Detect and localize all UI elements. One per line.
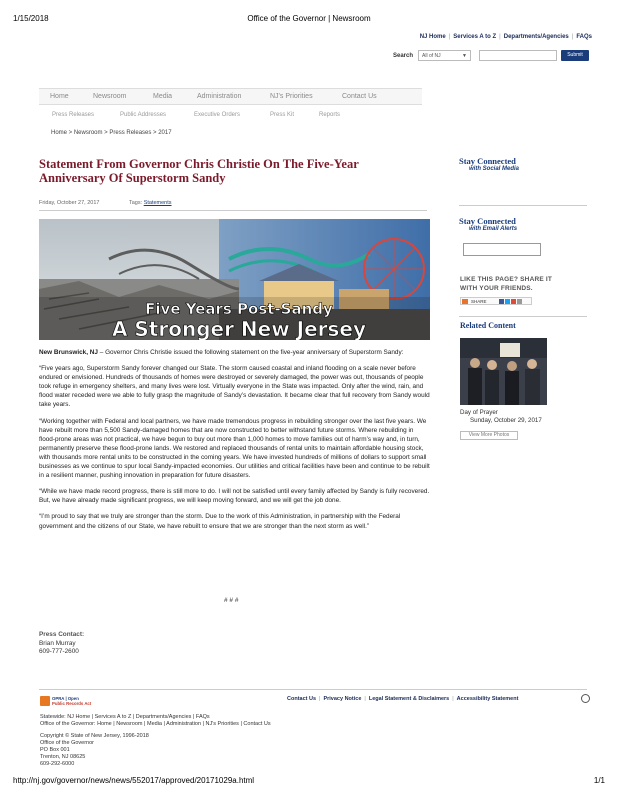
share-icon [462,299,468,304]
body-paragraph: “While we have made record progress, there is still more to do. I will not be satisfied until every family affected by Sandy is fully recovered. But, we have already made significant progress, we will keep moving forward, and we will get the job done. [39,488,430,505]
nav-priorities[interactable]: NJ's Priorities [270,93,313,100]
print-page-number: 1/1 [593,776,605,785]
nav-home[interactable]: Home [50,93,69,100]
body-paragraph: “Five years ago, Superstorm Sandy forever changed our State. The storm caused coastal and inland flooding on a scale never before endured or envisioned. Hundreds of thousands of homes were destroyed or severely damaged, the power was out, thousands of people took refuge in emergency shelters, and many lives were lost. Virtually everyone in the State was impacted. Only after the wind, rain, and flood water receded were we able to fully grasp the magnitude of Sandy’s devastation. It became clear that full recovery from Sandy would take years. [39,365,430,409]
related-caption [460,409,542,425]
footer-privacy-link[interactable]: Privacy Notice [323,696,362,702]
footer-divider [39,689,587,690]
share-prompt: LIKE THIS PAGE? SHARE IT WITH YOUR FRIENDS. [460,276,553,292]
end-mark: # # # [224,597,239,604]
related-title[interactable]: Day of Prayer [460,409,498,416]
tag-statements-link[interactable]: Statements [143,200,172,206]
utility-links: NJ Home | Services A to Z | Departments/Agencies | FAQs [419,34,592,40]
print-page-title: Office of the Governor | Newsroom [247,14,371,23]
footer-office-links[interactable]: Office of the Governor: Home | Newsroom | Media | Administration | NJ's Priorities | Contact Us [40,721,271,727]
article-date: Friday, October 27, 2017 [39,200,100,206]
article-body [39,348,431,538]
share-button[interactable]: SHARE [460,297,532,305]
footer-statewide-links[interactable]: Statewide: NJ Home | Services A to Z | Departments/Agencies | FAQs [40,714,210,720]
subnav-press-kit[interactable]: Press Kit [270,112,295,118]
footer-address-line: Office of the Governor [40,740,95,746]
body-paragraph: “Working together with Federal and local partners, we have made tremendous progress in rebuilding stronger over the last five years. We have rebuilt more than 5,500 Sandy-damaged homes that are now constructed to better withstand future storms. Where rebuilding in flood-prone areas was not practical, we have begun to buy out more than 1,000 homes to move families out of harm’s way and, in turn, permanently preserve these flood-prone lands. We restored and replaced thousands of rental units to maintain affordable housing stock, with thousands more rental units to be constructed in the coming years. We have invested hundreds of millions of dollars to support small businesses as we continue to spur local Sandy-impacted economies. Our utilities and critical facilities have been and continue to be rebuilt in a resilient manner, pushing innovation in preparation for future disasters. [39,417,430,480]
press-contact-phone: 609-777-2600 [39,648,79,655]
footer-copyright: Copyright © State of New Jersey, 1996-2018 [40,733,149,739]
footer-contact-link[interactable]: Contact Us [287,696,317,702]
email-alert-input[interactable] [463,243,541,256]
social-heading: Stay Connected [459,156,516,166]
nav-media[interactable]: Media [153,93,173,100]
chevron-down-icon: ▼ [462,53,467,59]
nav-newsroom[interactable]: Newsroom [93,93,127,100]
link-faqs[interactable]: FAQs [576,34,592,40]
opra-icon [40,696,50,706]
footer-links: Contact Us | Privacy Notice | Legal Statement & Disclaimers | Accessibility Statement [287,696,519,702]
print-date: 1/15/2018 [13,14,49,23]
accessibility-icon[interactable] [581,694,590,703]
hero-illustration [39,219,430,340]
press-contact-label: Press Contact: [39,631,85,638]
link-departments[interactable]: Departments/Agencies [503,34,569,40]
nav-administration[interactable]: Administration [197,93,242,100]
search-scope-select[interactable]: All of NJ ▼ [418,50,471,61]
tags-label: Tags: [129,200,143,206]
related-date: Sunday, October 29, 2017 [470,417,542,424]
divider [459,316,587,317]
subnav-press-releases[interactable]: Press Releases [52,112,95,118]
page-title: Statement From Governor Chris Christie On The Five-Year Anniversary Of Superstorm Sandy [39,157,359,185]
email-heading: Stay Connected [459,216,516,226]
article-meta [39,200,172,206]
related-heading: Related Content [460,321,516,330]
related-photo-image [460,338,547,405]
search-submit-button[interactable]: Submit [561,50,589,61]
press-contact-name: Brian Murray [39,639,76,647]
footer-phone: 609-292-6000 [40,761,75,767]
divider [459,205,587,206]
hero-line-1: Five Years Post-Sandy [145,300,333,318]
email-block [459,216,517,232]
footer-address-line: Trenton, NJ 08625 [40,754,86,760]
social-block [459,156,519,172]
email-subheading[interactable]: with Email Alerts [469,226,518,232]
footer-legal-link[interactable]: Legal Statement & Disclaimers [368,696,450,702]
press-contact [39,631,84,657]
search-input[interactable] [479,50,557,61]
dateline: New Brunswick, NJ [39,349,98,356]
opra-logo[interactable]: OPRA | Open Public Records Act [40,695,84,707]
main-nav [39,88,422,105]
link-nj-home[interactable]: NJ Home [419,34,446,40]
print-url: http://nj.gov/governor/news/news/552017/approved/20171029a.html [13,776,255,785]
divider [39,210,427,211]
subnav-reports[interactable]: Reports [319,112,341,118]
subnav-public-addresses[interactable]: Public Addresses [120,112,167,118]
hero-line-2: A Stronger New Jersey [111,317,367,340]
social-subheading[interactable]: with Social Media [469,166,520,172]
subnav-executive-orders[interactable]: Executive Orders [194,112,241,118]
social-icons [499,299,527,304]
nav-contact[interactable]: Contact Us [342,93,377,100]
link-services[interactable]: Services A to Z [453,34,497,40]
lead-paragraph: New Brunswick, NJ – Governor Chris Christie issued the following statement on the five-year anniversary of Superstorm Sandy: [39,349,404,356]
footer-accessibility-link[interactable]: Accessibility Statement [456,696,519,702]
search-label: Search [393,53,414,59]
breadcrumb[interactable]: Home > Newsroom > Press Releases > 2017 [51,130,172,136]
hero-image [39,219,430,340]
related-photo[interactable] [460,338,547,405]
view-more-photos-button[interactable]: View More Photos [460,431,518,440]
body-paragraph: “I’m proud to say that we truly are stronger than the storm. Due to the work of this Administration, in partnership with the Federal government and the citizens of our State, we have rebuilt to ensure that we are stronger than the next storm as well.” [39,513,401,530]
footer-address-line: PO Box 001 [40,747,70,753]
